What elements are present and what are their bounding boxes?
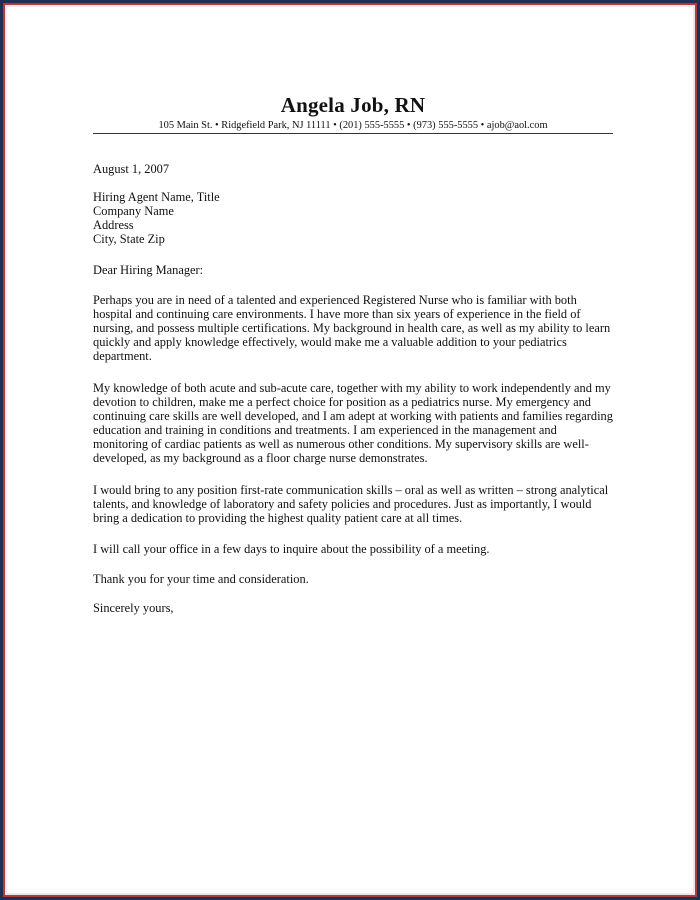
recipient-name-title: Hiring Agent Name, Title [93,190,220,204]
recipient-company: Company Name [93,204,174,218]
sender-name: Angela Job, RN [280,93,426,117]
paragraph-qualifications: My knowledge of both acute and sub-acute care, together with my ability to work independently and my devotion to children, make me a perfect choice for position as a pediatrics nurse. My emergency and continuing care skills are well developed, and I am adept at working with patients and families regarding education and training in conditions and treatments. I am experienced in the management and monitoring of cardiac patients as well as numerous other conditions. My supervisory skills are well-developed, as my background as a floor charge nurse demonstrates. [93,381,613,465]
letterhead-divider [93,133,613,134]
paragraph-skills: I would bring to any position first-rate communication skills – oral as well as written – strong analytical talents, and knowledge of laboratory and safety policies and procedures. Just as importantly, I would bring a dedication to providing the highest quality patient care at all times. [93,483,609,525]
sender-contact-line: 105 Main St. • Ridgefield Park, NJ 11111 • (201) 555-5555 • (973) 555-5555 • ajob@aol.com [158,120,548,131]
paragraph-thanks: Thank you for your time and consideration. [93,572,309,586]
recipient-address: Address [93,218,134,232]
recipient-city-state-zip: City, State Zip [93,232,165,246]
recipient-block [93,190,613,246]
paragraph-follow-up: I will call your office in a few days to inquire about the possibility of a meeting. [93,542,490,556]
salutation: Dear Hiring Manager: [93,263,204,277]
paragraph-introduction: Perhaps you are in need of a talented and experienced Registered Nurse who is familiar with both hospital and continuing care environments. I have more than six years of experience in the field of nursing, and possess multiple certifications. My background in health care, as well as my ability to learn quickly and apply knowledge effectively, would make me a valuable addition to your pediatrics department. [93,293,611,363]
closing: Sincerely yours, [93,601,174,615]
letterhead [93,93,613,134]
letter-page [93,93,613,615]
letter-date: August 1, 2007 [93,162,170,176]
letter-body [93,162,613,615]
